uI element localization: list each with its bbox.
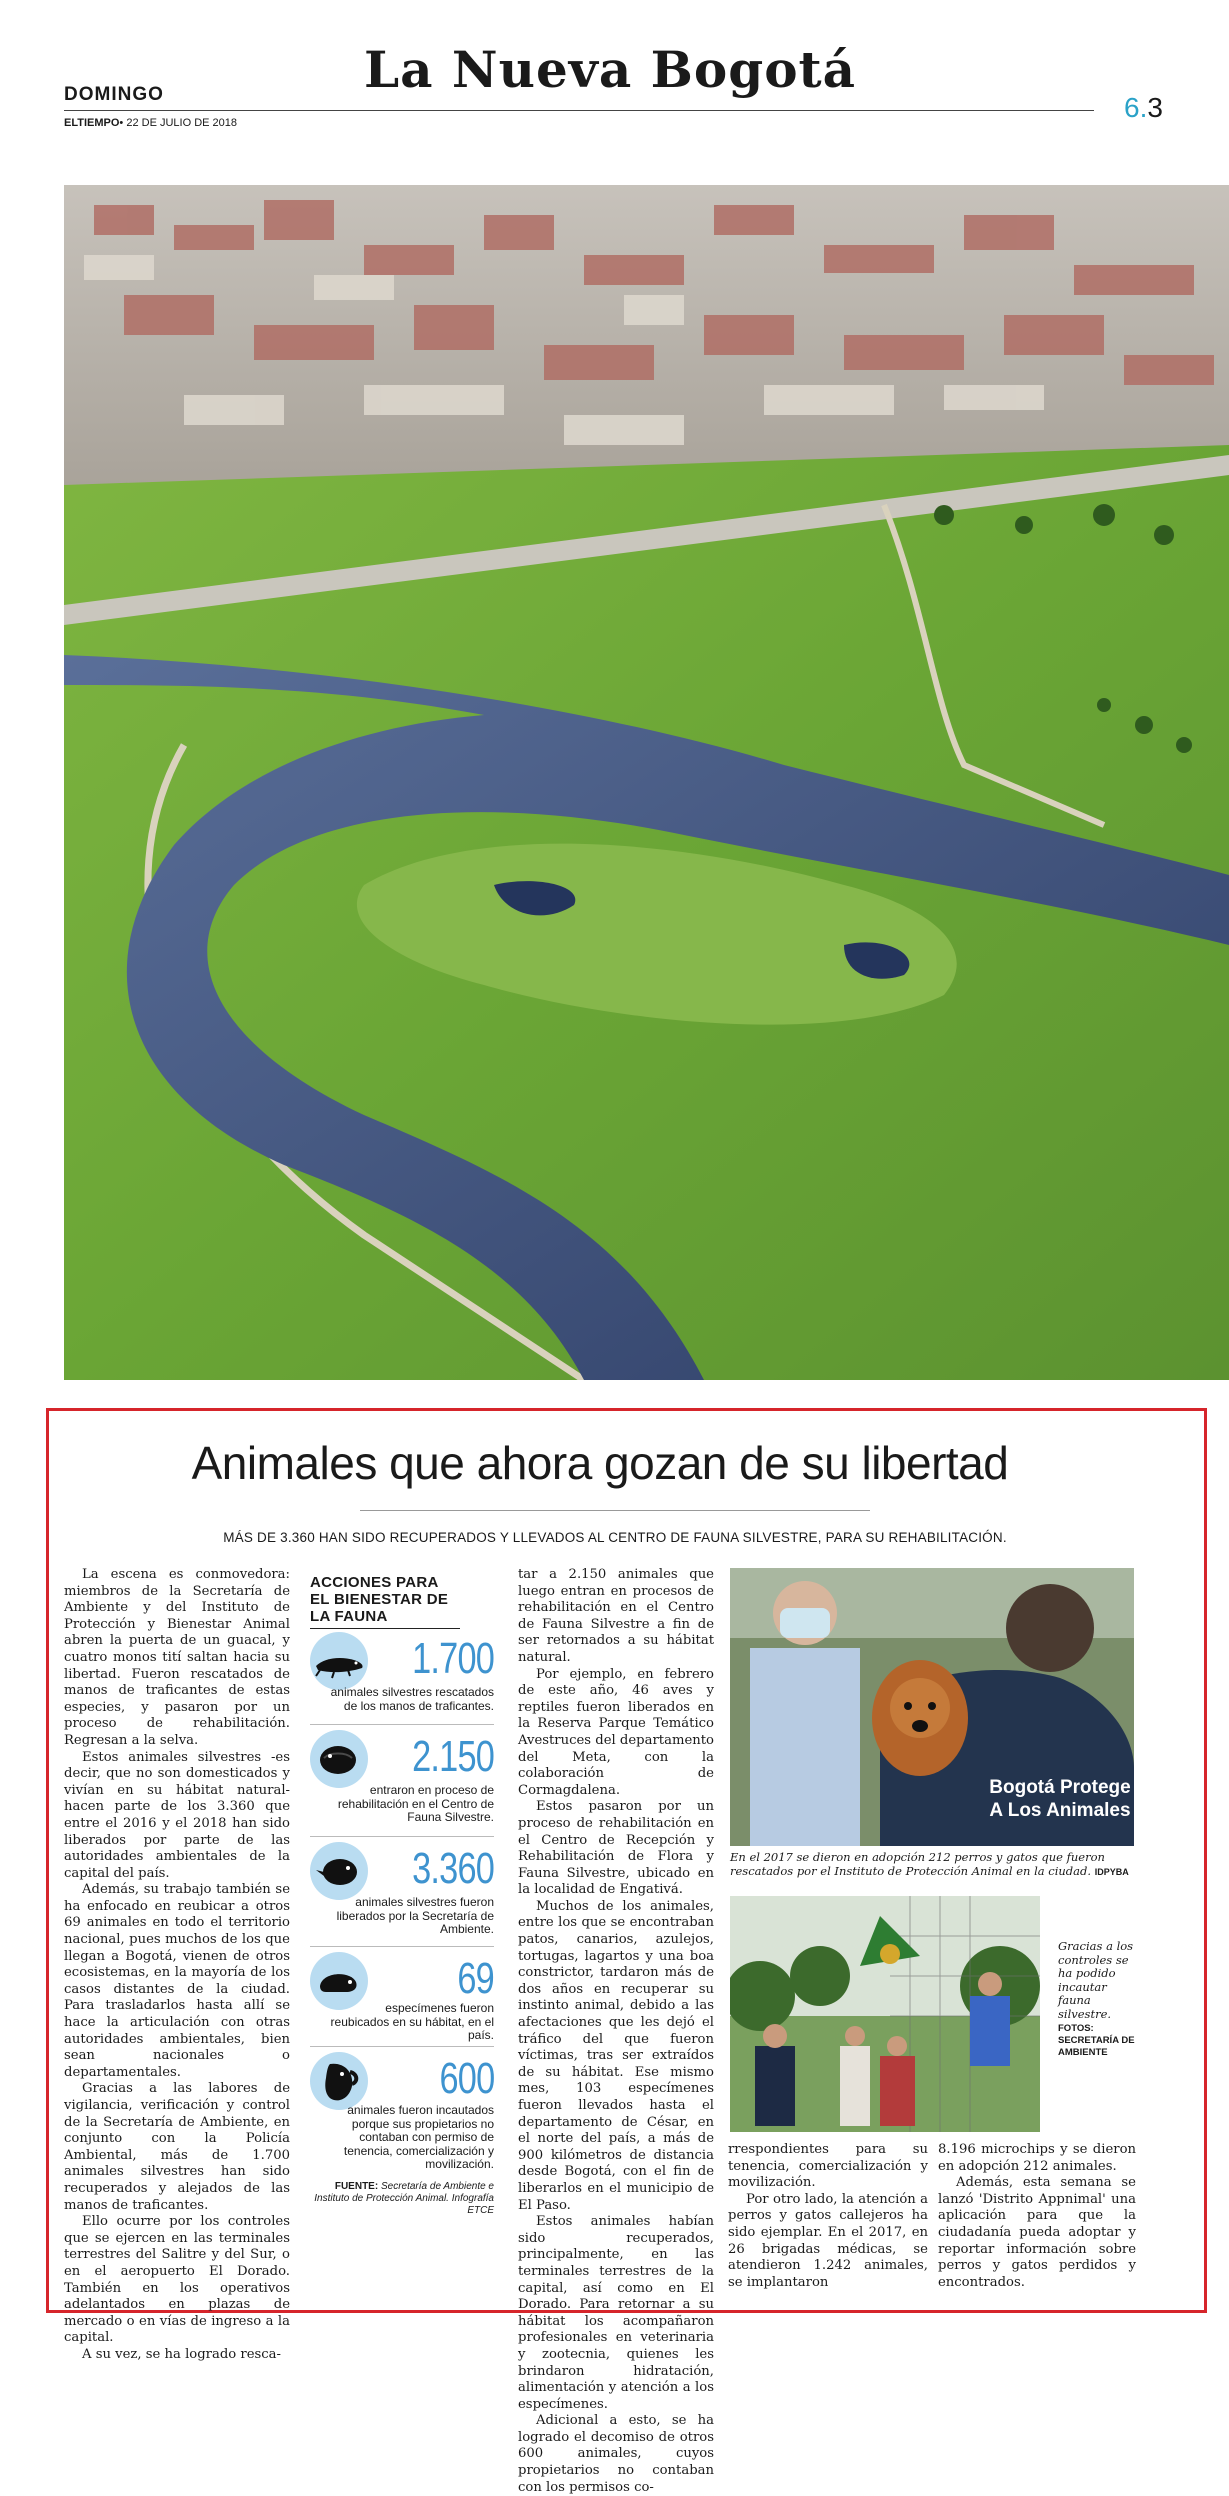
stat-block (310, 1952, 494, 2042)
stat-description: entraron en proceso de rehabilitación en el Centro de Fauna Silvestre. (337, 1783, 494, 1824)
source-text: Secretaría de Ambiente e Instituto de Protección Animal. Infografía ETCE (314, 2181, 494, 2216)
paragraph: tar a 2.150 animales que luego entran en procesos de rehabilitación en el Centro de Fauna Silvestre a fin de ser retornados a su hábitat natural. (518, 1567, 714, 1665)
headline-rule (360, 1510, 870, 1511)
photo-credit: IDPYBA (1094, 1867, 1129, 1877)
paragraph: 8.196 microchips y se dieron en adopción 212 animales. (938, 2142, 1136, 2174)
stat-description: especímenes fueron reubicados en su hábitat, en el país. (330, 2001, 494, 2042)
dog-photo-illustration (730, 1568, 1134, 1846)
bird-icon (310, 1842, 368, 1900)
article-column-1 (64, 1567, 290, 2364)
paragraph: Además, su trabajo también se ha enfocado en reubicar a otros 69 animales en todo el territorio nacional, pues muchos de los que llegan a Bogotá, vienen de otros ecosistemas, en la mayoría de los casos distantes de la ciudad. Para trasladarlos hasta allí se hace la articulación con otras autoridades ambientales, bien sean nacionales o departamentales. (64, 1882, 290, 2080)
stat-number: 600 (439, 2054, 494, 2103)
stat-block (310, 2052, 494, 2174)
paragraph: Por otro lado, la atención a perros y gatos callejeros ha sido ejemplar. En el 2017, en 26 brigadas médicas, se atendieron 1.242 animales, se implantaron (728, 2191, 928, 2290)
infographic-source (310, 2181, 494, 2217)
paragraph: Adicional a esto, se ha logrado el decomiso de otros 600 animales, cuyos propietarios no contaban con los permisos co- (518, 2413, 714, 2495)
stat-description: animales silvestres fueron liberados por la Secretaría de Ambiente. (336, 1895, 494, 1936)
parrot-icon (310, 2052, 368, 2110)
stat-description: animales fueron incautados porque sus propietarios no contaban con permiso de tenencia, comercialización y movilización. (343, 2103, 494, 2171)
section-label: DOMINGO (64, 84, 164, 105)
page-number (1124, 92, 1163, 124)
article-column-5 (938, 2142, 1136, 2291)
lizard-icon (310, 1632, 368, 1690)
stat-number: 3.360 (412, 1844, 494, 1893)
caption-text: Gracias a los controles se ha podido incautar fauna silvestre. (1058, 1939, 1134, 2021)
article-column-4 (728, 2142, 928, 2291)
stat-block (310, 1842, 494, 1940)
article-deck: MÁS DE 3.360 HAN SIDO RECUPERADOS Y LLEVADOS AL CENTRO DE FAUNA SILVESTRE, PARA SU REHABILITACIÓN. (223, 1530, 1007, 1545)
paragraph: Gracias a las labores de vigilancia, verificación y control de la Secretaría de Ambiente, en conjunto con la Policía Ambiental, más de 1.700 animales silvestres han sido recuperados y alejados de las manos de traficantes. (64, 2081, 290, 2213)
publication-name: ELTIEMPO (64, 117, 120, 129)
paragraph: A su vez, se ha logrado resca- (82, 2346, 281, 2362)
stat-number: 1.700 (412, 1634, 494, 1683)
paragraph: La escena es conmovedora: miembros de la Secretaría de Ambiente y del Instituto de Protección y Bienestar Animal abren la puerta de un guacal, y cuatro monos tití saltan hacia su libertad. Fueron rescatados de manos de traficantes de estas especies, y pasaron por un proceso de rehabilitación. Regresan a la selva. (64, 1567, 290, 1748)
caption-text: En el 2017 se dieron en adopción 212 perros y gatos que fueron rescatados por el Instituto de Protección Animal en la ciudad. (730, 1850, 1105, 1878)
photo-credit: FOTOS: SECRETARÍA DE AMBIENTE (1058, 2023, 1135, 2058)
hero-aerial-photo (64, 185, 1229, 1380)
paragraph: Muchos de los animales, entre los que se encontraban patos, canarios, azulejos, tortugas, lagartos y una boa constrictor, tardaron más de dos años en recuperar su instinto animal, debido a las afectaciones que les dejó el tráfico del que fueron víctimas, tras ser extraídos de su hábitat. Ese mismo mes, 103 especímenes fueron llevados hasta el departamento de César, en el norte del país, a más de 900 kilómetros de distancia desde Bogotá, con el fin de liberarlos en el municipio de El Paso. (518, 1898, 714, 2213)
stat-block (310, 1730, 494, 1830)
turtle-icon (310, 1730, 368, 1788)
stat-number: 2.150 (412, 1732, 494, 1781)
aerial-river-illustration (64, 185, 1229, 1380)
paragraph: rrespondientes para su tenencia, comercialización y movilización. (728, 2142, 928, 2191)
article-headline: Animales que ahora gozan de su libertad (191, 1437, 1009, 1489)
article-column-3 (518, 1567, 714, 2496)
bird-release-photo (730, 1896, 1040, 2132)
paragraph: Estos animales habían sido recuperados, principalmente, en las terminales terrestres de la capital, así como en El Dorado. Para retornar a su hábitat los acompañaron profesionales en veterinaria y zootecnia, quienes les brindaron hidratación, alimentación y atención a los especímenes. (518, 2214, 714, 2412)
stat-description: animales silvestres rescatados de los manos de traficantes. (330, 1685, 494, 1713)
stat-block (310, 1632, 494, 1724)
dog-adoption-photo (730, 1568, 1134, 1846)
page-section-number: 6. (1124, 92, 1148, 123)
paragraph: Estos animales silvestres -es decir, que no son domesticados y vivían en su hábitat natural- hacen parte de los 3.360 que entre el 2016 y el 2018 han sido liberados por parte de las autoridades ambientales de la capital del país. (64, 1749, 290, 1881)
dateline (64, 117, 237, 129)
paragraph: Ello ocurre por los controles que se ejercen en las terminales terrestres del Salitre y del Sur, o en el aeropuerto El Dorado. También en los operativos adelantados en plazas de mercado o en vías de ingreso a la capital. (64, 2214, 290, 2346)
paragraph: Por ejemplo, en febrero de este año, 46 aves y reptiles fueron liberados en la Reserva Parque Temático Avestruces del departamento del Meta, con la colaboración de Cormagdalena. (518, 1666, 714, 1798)
paragraph: Además, esta semana se lanzó 'Distrito Appnimal' una aplicación para que la ciudadanía pueda adoptar y reportar información sobre perros y gatos perdidos y encontrados. (938, 2175, 1136, 2290)
masthead: La Nueva Bogotá (363, 40, 857, 99)
stat-number: 69 (457, 1954, 494, 2003)
source-label: FUENTE: (334, 2181, 379, 2192)
bird-photo-caption (1058, 1940, 1138, 2059)
infographic-title: ACCIONES PARA EL BIENESTAR DE LA FAUNA (310, 1574, 460, 1629)
bird-photo-illustration (730, 1896, 1040, 2132)
paragraph: Estos pasaron por un proceso de rehabilitación en el Centro de Recepción y Rehabilitación de Flora y Fauna Silvestre, ubicado en la localidad de Engativá. (518, 1799, 714, 1898)
shirt-text-line2: A Los Animales (989, 1800, 1131, 1821)
header-rule (64, 110, 1094, 111)
dog-photo-caption (730, 1850, 1134, 1879)
publication-date: • 22 DE JULIO DE 2018 (119, 117, 237, 129)
shirt-text-line1: Bogotá Protege (989, 1777, 1131, 1798)
page-number-value: 3 (1147, 92, 1163, 123)
